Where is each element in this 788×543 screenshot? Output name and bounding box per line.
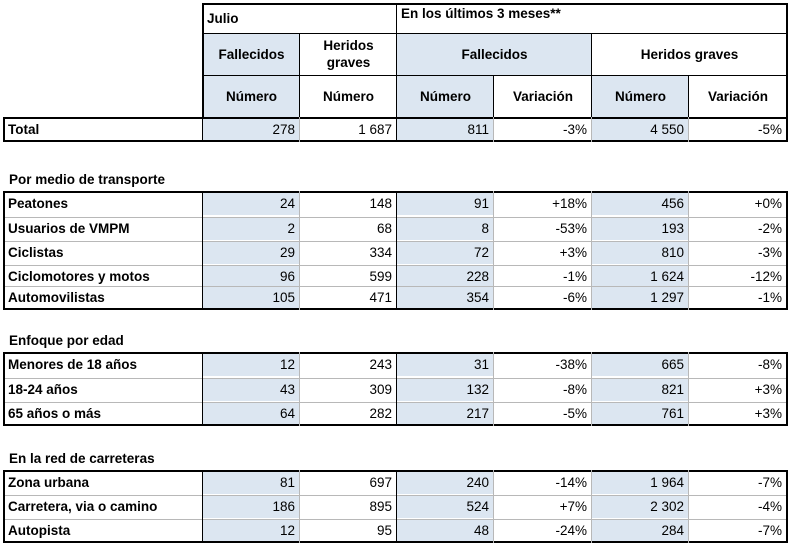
grid-line xyxy=(591,117,592,142)
value-cell: -3% xyxy=(562,122,587,137)
subheader-numero-1: Número xyxy=(203,76,300,118)
section-title: Enfoque por edad xyxy=(9,332,124,348)
value-cell: -12% xyxy=(750,269,782,284)
value-cell: 64 xyxy=(203,402,300,425)
grid-line xyxy=(203,3,788,5)
subheader-variacion-1: Variación xyxy=(512,88,574,104)
subheader-variacion-2: Variación xyxy=(707,88,769,104)
value-cell: 228 xyxy=(397,265,494,288)
subheader-numero-4: Número xyxy=(592,76,689,118)
grid-line xyxy=(493,191,494,310)
value-cell: +18% xyxy=(552,196,587,211)
subheader-numero-3: Número xyxy=(397,76,494,118)
grid-line xyxy=(202,191,203,310)
grid-line xyxy=(299,117,300,142)
value-cell: 193 xyxy=(592,217,689,240)
value-cell: 456 xyxy=(592,192,689,215)
value-cell: 4 550 xyxy=(592,118,689,141)
value-cell: 95 xyxy=(376,523,392,538)
row-label: 65 años o más xyxy=(8,406,102,421)
value-cell: 240 xyxy=(397,471,494,494)
row-label: 18-24 años xyxy=(8,382,78,397)
value-cell: -7% xyxy=(757,475,782,490)
value-cell: 821 xyxy=(592,378,689,401)
grid-line xyxy=(299,191,300,310)
value-cell: 282 xyxy=(369,406,392,421)
value-cell: 334 xyxy=(369,245,392,260)
grid-line xyxy=(3,117,5,142)
grid-line xyxy=(591,33,592,118)
heridos-line-1: Heridos xyxy=(323,38,374,54)
value-cell: 91 xyxy=(397,192,494,215)
value-cell: 43 xyxy=(203,378,300,401)
value-cell: -6% xyxy=(562,290,587,305)
value-cell: 278 xyxy=(203,118,300,141)
value-cell: -38% xyxy=(555,357,587,372)
header-heridos-graves-julio xyxy=(300,34,397,76)
grid-line xyxy=(203,75,788,76)
section-title: Por medio de transporte xyxy=(9,171,166,187)
value-cell: 2 302 xyxy=(592,495,689,518)
value-cell: -1% xyxy=(562,269,587,284)
grid-line xyxy=(591,470,592,543)
value-cell: 132 xyxy=(397,378,494,401)
value-cell: +3% xyxy=(754,382,782,397)
value-cell: 12 xyxy=(203,519,300,542)
row-label: Ciclomotores y motos xyxy=(8,269,150,284)
grid-line xyxy=(688,75,689,118)
value-cell: 811 xyxy=(397,118,494,141)
value-cell: 105 xyxy=(203,286,300,309)
value-cell: 599 xyxy=(369,269,392,284)
row-label: Automovilistas xyxy=(8,290,105,305)
header-heridos-graves-3m: Heridos graves xyxy=(640,46,739,62)
value-cell: -4% xyxy=(757,499,782,514)
row-label: Usuarios de VMPM xyxy=(8,221,130,236)
header-fallecidos-3m: Fallecidos xyxy=(397,34,592,76)
value-cell: -14% xyxy=(555,475,587,490)
row-label: Ciclistas xyxy=(8,245,64,260)
value-cell: 68 xyxy=(376,221,392,236)
value-cell: 243 xyxy=(369,357,392,372)
value-cell: -1% xyxy=(757,290,782,305)
value-cell: 665 xyxy=(592,353,689,376)
value-cell: 48 xyxy=(397,519,494,542)
value-cell: 8 xyxy=(397,217,494,240)
value-cell: -5% xyxy=(757,122,782,137)
grid-line xyxy=(202,117,203,142)
value-cell: 284 xyxy=(592,519,689,542)
value-cell: +3% xyxy=(754,406,782,421)
value-cell: 1 964 xyxy=(592,471,689,494)
value-cell: 96 xyxy=(203,265,300,288)
row-label: Peatones xyxy=(8,196,69,211)
value-cell: 524 xyxy=(397,495,494,518)
value-cell: -8% xyxy=(757,357,782,372)
grid-line xyxy=(396,117,397,142)
value-cell: 1 297 xyxy=(592,286,689,309)
value-cell: 1 624 xyxy=(592,265,689,288)
grid-line xyxy=(493,352,494,426)
grid-line xyxy=(688,352,689,426)
grid-line xyxy=(396,352,397,426)
header-julio: Julio xyxy=(207,10,239,26)
value-cell: -5% xyxy=(562,406,587,421)
value-cell: -3% xyxy=(757,245,782,260)
grid-line xyxy=(688,470,689,543)
value-cell: -53% xyxy=(555,221,587,236)
value-cell: 810 xyxy=(592,241,689,264)
value-cell: 217 xyxy=(397,402,494,425)
header-fallecidos-julio: Fallecidos xyxy=(203,34,300,76)
grid-line xyxy=(299,470,300,543)
row-label: Total xyxy=(8,122,40,137)
value-cell: +0% xyxy=(754,196,782,211)
value-cell: 895 xyxy=(369,499,392,514)
grid-line xyxy=(3,191,5,310)
value-cell: 1 687 xyxy=(358,122,392,137)
grid-line xyxy=(688,117,689,142)
value-cell: 697 xyxy=(369,475,392,490)
grid-line xyxy=(202,470,203,543)
row-label: Menores de 18 años xyxy=(8,357,138,372)
header-last-3-months: En los últimos 3 meses** xyxy=(401,6,561,21)
grid-line xyxy=(396,3,397,118)
value-cell: +7% xyxy=(559,499,587,514)
value-cell: 29 xyxy=(203,241,300,264)
value-cell: 2 xyxy=(203,217,300,240)
value-cell: 148 xyxy=(369,196,392,211)
row-label: Zona urbana xyxy=(8,475,90,490)
value-cell: -2% xyxy=(757,221,782,236)
value-cell: +3% xyxy=(559,245,587,260)
value-cell: 81 xyxy=(203,471,300,494)
grid-line xyxy=(493,75,494,118)
grid-line xyxy=(591,352,592,426)
grid-line xyxy=(202,352,203,426)
value-cell: 186 xyxy=(203,495,300,518)
value-cell: 309 xyxy=(369,382,392,397)
grid-line xyxy=(3,470,5,543)
grid-line xyxy=(396,470,397,543)
value-cell: 12 xyxy=(203,353,300,376)
value-cell: -24% xyxy=(555,523,587,538)
row-label: Carretera, via o camino xyxy=(8,499,158,514)
value-cell: -8% xyxy=(562,382,587,397)
section-title: En la red de carreteras xyxy=(9,450,155,466)
grid-line xyxy=(493,117,494,142)
grid-line xyxy=(203,33,788,34)
value-cell: 31 xyxy=(397,353,494,376)
heridos-line-2: graves xyxy=(326,55,371,70)
grid-line xyxy=(202,3,204,118)
row-label: Autopista xyxy=(8,523,71,538)
value-cell: -7% xyxy=(757,523,782,538)
subheader-numero-2: Número xyxy=(322,88,374,104)
grid-line xyxy=(299,352,300,426)
value-cell: 471 xyxy=(369,290,392,305)
value-cell: 72 xyxy=(397,241,494,264)
grid-line xyxy=(396,191,397,310)
grid-line xyxy=(688,191,689,310)
grid-line xyxy=(591,191,592,310)
value-cell: 24 xyxy=(203,192,300,215)
grid-line xyxy=(3,352,5,426)
grid-line xyxy=(299,33,300,118)
grid-line xyxy=(493,470,494,543)
value-cell: 354 xyxy=(397,286,494,309)
value-cell: 761 xyxy=(592,402,689,425)
